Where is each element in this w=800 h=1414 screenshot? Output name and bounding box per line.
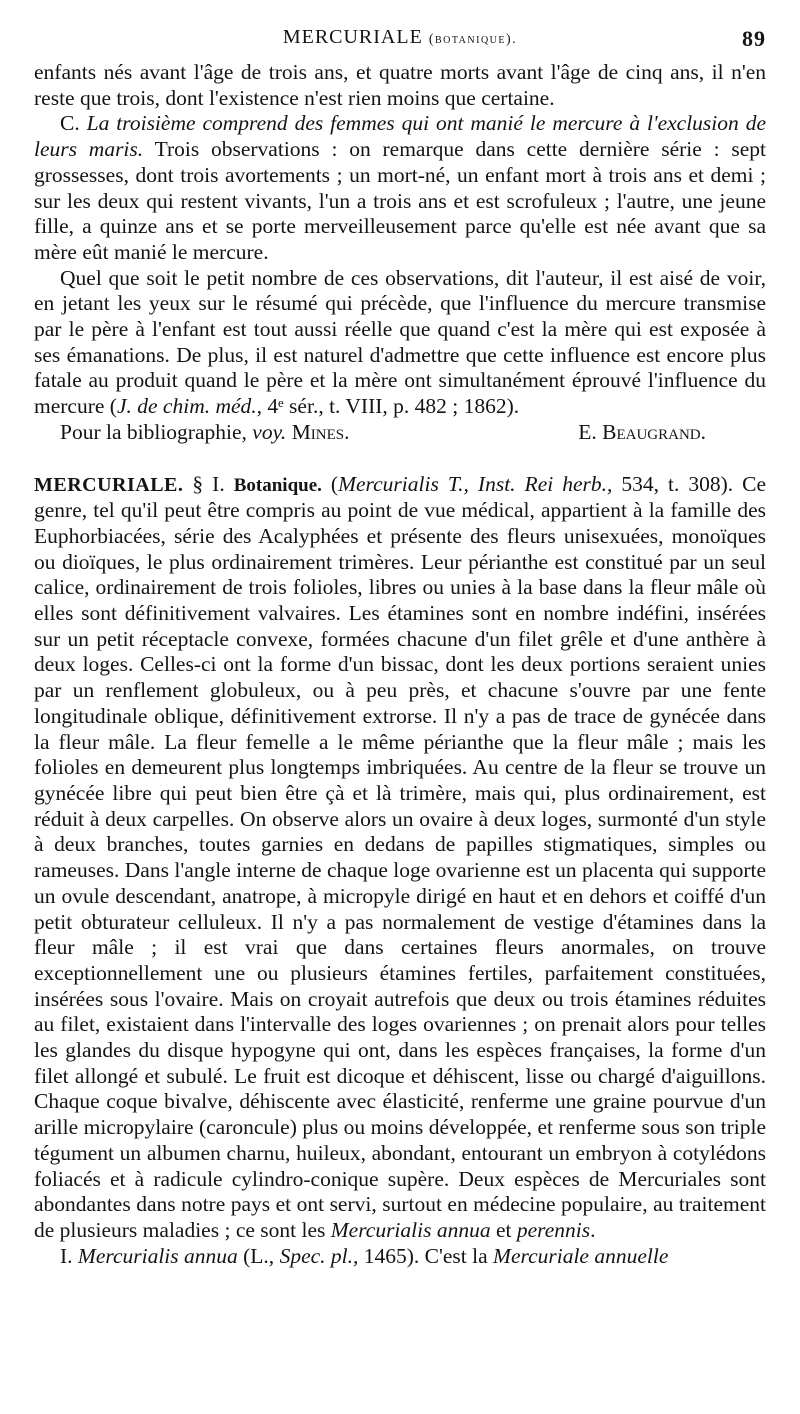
paragraph-conclusion [34, 266, 766, 420]
article-heading: MERCURIALE. [34, 473, 184, 496]
citation-detail: 534, t. 308). [612, 471, 734, 496]
author-signature: E. Beaugrand. [578, 419, 706, 444]
section-title: Botanique. [233, 474, 322, 496]
item-text: C'est la [419, 1243, 494, 1268]
citation-detail: 1465). [358, 1243, 420, 1268]
citation-journal: J. de chim. méd., [116, 394, 263, 419]
bibliography-ref [60, 420, 350, 446]
paragraph-c [34, 111, 766, 265]
paragraph-text: Quel que soit le petit nombre de ces observations, dit l'auteur, il est aisé de voir, en jetant les yeux sur le résumé qui précède, que l'influence du mercure transmise par le père à l'enfant est tout aussi réelle que quand c'est la mère qui est exposée à ses émanations. De plus, il est naturel d'admettre que cette influence est encore plus fatale au produit quand le père et la mère ont simultanément éprouvé l'influence du mercure ( [34, 265, 766, 419]
paragraph-text: Trois observations : on remarque dans cette dernière série : sept grossesses, dont trois avortements ; un mort-né, un enfant mort à trois ans et demi ; sur les deux qui restent vivants, l'un a trois ans et est scrofuleux ; l'autre, une jeune fille, a quinze ans et se porte merveilleusement parce qu'elle est née avant que sa mère eût manié le mercure. [34, 137, 766, 264]
running-section: (botanique). [428, 32, 518, 47]
article-mercuriale [34, 472, 766, 1244]
bibliography-target: Mines. [291, 419, 350, 444]
citation-open: ( [330, 471, 339, 496]
item-species-name: Mercurialis annua [77, 1243, 238, 1268]
citation-detail: 4ᵉ sér., t. VIII, p. 482 ; 1862). [262, 394, 520, 419]
bibliography-line [34, 420, 766, 446]
citation-open: (L., [237, 1243, 280, 1268]
item-number: I. [60, 1243, 73, 1268]
species-name: perennis [516, 1217, 591, 1242]
species-name: Mercurialis annua [330, 1217, 491, 1242]
citation-italic: Mercurialis T., Inst. Rei herb., [338, 471, 613, 496]
article-body: Ce genre, tel qu'il peut être compris au point de vue médical, appartient à la famille des Euphorbiacées, série des Acalyphées et présente des fleurs unisexuées, monoïques ou dioïques, le plus ordinairement trimères. Leur périanthe est constitué par un seul calice, ordinairement de trois folioles, libres ou unies à la base dans la fleur mâle où elles sont définitivement valvaires. Les étamines sont en nombre indéfini, insérées sur un petit réceptacle convexe, formées chacune d'un filet grêle et d'une anthère à deux loges. Celles-ci ont la forme d'un bissac, dont les deux portions seraient unies par un renflement globuleux, ou à peu près, et chacune s'ouvre par une fente longitudinale oblique, définitivement extrorse. Il n'y a pas de trace de gynécée dans la fleur mâle. La fleur femelle a le même périanthe que la fleur mâle ; mais les folioles en demeurent plus longtemps imbriquées. Au centre de la fleur se trouve un gynécée libre qui peut bien être çà et là trimère, mais qui, plus ordinairement, est réduit à deux carpelles. On observe alors un ovaire à deux loges, surmonté d'un style à deux branches, toutes garnies en dedans de papilles stigmatiques, simples ou rameuses. Dans l'angle interne de chaque loge ovarienne est un placenta qui supporte un ovule descendant, anatrope, à micropyle dirigé en haut et en dehors et coiffé d'un petit obturateur celluleux. Il n'y a pas normalement de vestige d'étamines dans la fleur mâle ; il est vrai que dans certaines fleurs anormales, on trouve exceptionnellement une ou plusieurs étamines fertiles, parfaitement constituées, insérées sous l'ovaire. Mais on croyait autrefois que deux ou trois étamines réduites au filet, existaient dans l'intervalle des loges ovariennes ; on prenait alors pour telles les glandes du disque hypogyne qui ont, dans les espèces françaises, la forme d'un filet allongé et subulé. Le fruit est dicoque et déhiscent, lisse ou chargé d'aiguillons. Chaque coque bivalve, déhiscente avec élasticité, renferme une graine pourvue d'un arille micropylaire (caroncule) plus ou moins développée, et renferme sous son triple tégument un albumen charnu, huileux, abondant, entourant un embryon à cotylédons foliacés et à radicule cylindro-conique supère. Deux espèces de Mercuriales sont abondantes dans notre pays et ont servi, surtout en médecine populaire, au traitement de plusieurs maladies ; ce sont les [34, 471, 767, 1242]
item-mercurialis-annua [34, 1244, 766, 1270]
bibliography-text: Pour la bibliographie, [60, 419, 247, 444]
body-text [34, 60, 766, 1269]
page-number: 89 [742, 26, 766, 51]
paragraph-text: enfants nés avant l'âge de trois ans, et quatre morts avant l'âge de cinq ans, il n'en reste que trois, dont l'existence n'est rien moins que certaine. [34, 60, 766, 110]
section-gap [34, 446, 766, 472]
running-title: MERCURIALE [282, 26, 423, 48]
common-name: Mercuriale annuelle [493, 1243, 669, 1268]
section-mark: § I. [192, 471, 225, 496]
bibliography-voy: voy. [252, 419, 287, 444]
species-join: et [490, 1217, 517, 1242]
sentence-end: . [590, 1217, 596, 1242]
paragraph-italic-lead: La troisième comprend des femmes qui ont manié le mercure à l'exclusion de leurs maris. [34, 111, 766, 162]
paragraph-continuation [34, 60, 766, 111]
citation-italic: Spec. pl., [279, 1243, 359, 1268]
running-header [34, 26, 766, 60]
paragraph-label: C. [60, 111, 80, 136]
